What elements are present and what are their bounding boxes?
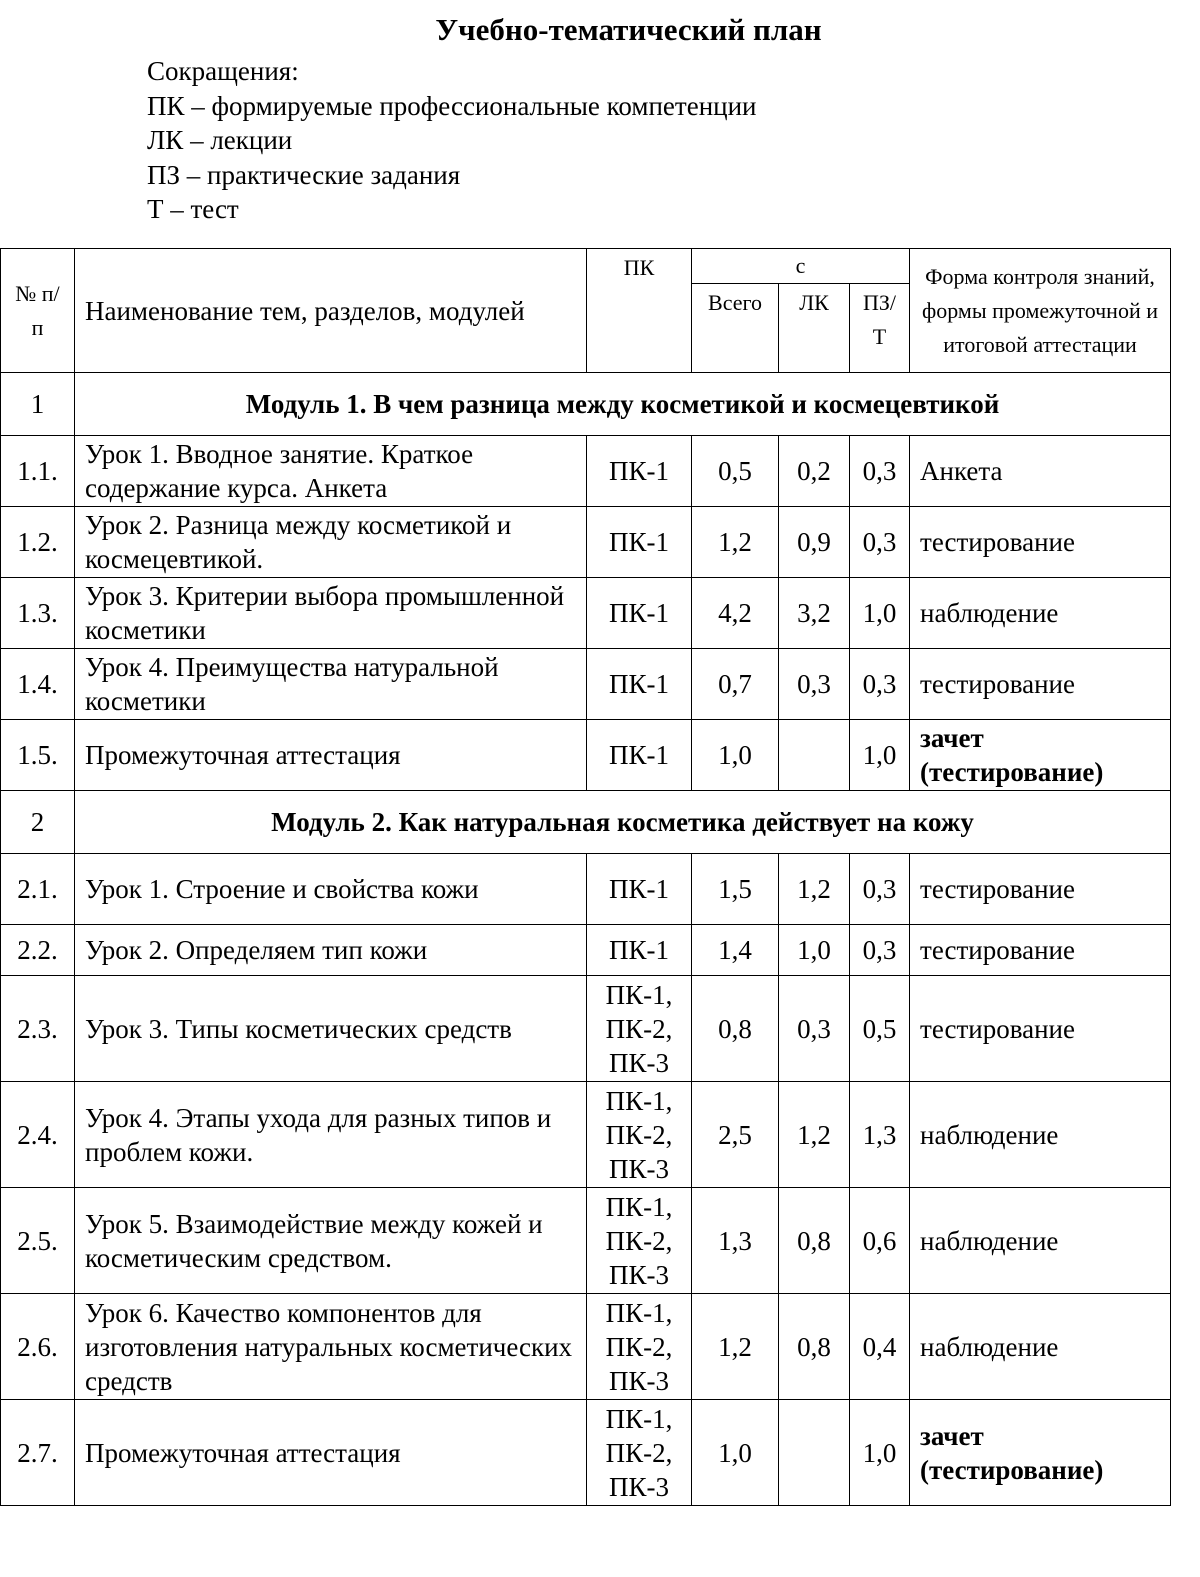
- competence-cell: [587, 507, 692, 578]
- hours-total: 1,0: [692, 1400, 779, 1506]
- hours-practice: 0,3: [850, 854, 910, 925]
- header-name: Наименование тем, разделов, модулей: [75, 249, 587, 373]
- control-form: наблюдение: [910, 578, 1171, 649]
- hours-practice: 0,3: [850, 925, 910, 976]
- competence-code: ПК-1,: [605, 1403, 673, 1434]
- lesson-number: 1.5.: [1, 720, 75, 791]
- competence-cell: [587, 1294, 692, 1400]
- hours-total: 0,8: [692, 976, 779, 1082]
- competence-code: ПК-1,: [605, 1191, 673, 1222]
- hours-practice: 0,4: [850, 1294, 910, 1400]
- lesson-row: [1, 976, 1171, 1082]
- hours-total: 1,2: [692, 507, 779, 578]
- header-total: Всего: [692, 284, 779, 373]
- hours-lectures: 1,0: [779, 925, 850, 976]
- competence-code: ПК-2,: [605, 1013, 673, 1044]
- hours-total: 0,5: [692, 436, 779, 507]
- competence-cell: [587, 1188, 692, 1294]
- control-form: тестирование: [910, 976, 1171, 1082]
- hours-practice: 0,3: [850, 507, 910, 578]
- header-lk: ЛК: [779, 284, 850, 373]
- hours-total: 4,2: [692, 578, 779, 649]
- control-form: зачет (тестирование): [910, 1400, 1171, 1506]
- abbreviation-item: ЛК – лекции: [147, 125, 293, 155]
- header-form: Форма контроля знаний, формы промежуточной и итоговой аттестации: [910, 249, 1171, 373]
- hours-practice: 1,0: [850, 720, 910, 791]
- hours-total: 1,0: [692, 720, 779, 791]
- lesson-row: [1, 1188, 1171, 1294]
- hours-lectures: 0,9: [779, 507, 850, 578]
- lesson-number: 2.2.: [1, 925, 75, 976]
- lesson-number: 2.3.: [1, 976, 75, 1082]
- hours-practice: 1,0: [850, 578, 910, 649]
- control-form: тестирование: [910, 649, 1171, 720]
- competence-code: ПК-1: [609, 527, 669, 557]
- control-form: тестирование: [910, 925, 1171, 976]
- hours-lectures: 0,2: [779, 436, 850, 507]
- competence-code: ПК-1,: [605, 979, 673, 1010]
- control-form: наблюдение: [910, 1294, 1171, 1400]
- lesson-row: [1, 1294, 1171, 1400]
- hours-lectures: 3,2: [779, 578, 850, 649]
- lesson-row: [1, 507, 1171, 578]
- hours-total: 1,5: [692, 854, 779, 925]
- competence-code: ПК-3: [609, 1153, 669, 1184]
- header-hours-group: с: [692, 249, 910, 284]
- lesson-name: Урок 4. Преимущества натуральной косметики: [75, 649, 587, 720]
- competence-code: ПК-2,: [605, 1225, 673, 1256]
- competence-code: ПК-1,: [605, 1297, 673, 1328]
- hours-lectures: 0,3: [779, 976, 850, 1082]
- module-row: [1, 373, 1171, 436]
- competence-code: ПК-1: [609, 935, 669, 965]
- control-form: зачет (тестирование): [910, 720, 1171, 791]
- control-form: тестирование: [910, 854, 1171, 925]
- competence-cell: [587, 925, 692, 976]
- lesson-name: Урок 5. Взаимодействие между кожей и косметическим средством.: [75, 1188, 587, 1294]
- competence-code: ПК-3: [609, 1365, 669, 1396]
- competence-code: ПК-3: [609, 1471, 669, 1502]
- competence-cell: [587, 649, 692, 720]
- page-title: Учебно-тематический план: [435, 12, 822, 47]
- hours-total: 1,3: [692, 1188, 779, 1294]
- hours-practice: 0,3: [850, 436, 910, 507]
- hours-lectures: 1,2: [779, 1082, 850, 1188]
- control-form: Анкета: [910, 436, 1171, 507]
- lesson-number: 2.5.: [1, 1188, 75, 1294]
- hours-lectures: 0,8: [779, 1294, 850, 1400]
- control-form: наблюдение: [910, 1188, 1171, 1294]
- module-number: 1: [1, 373, 75, 436]
- module-number: 2: [1, 791, 75, 854]
- competence-cell: [587, 720, 692, 791]
- hours-practice: 0,5: [850, 976, 910, 1082]
- competence-code: ПК-1: [609, 598, 669, 628]
- hours-lectures: [779, 720, 850, 791]
- lesson-number: 1.4.: [1, 649, 75, 720]
- control-form: тестирование: [910, 507, 1171, 578]
- header-num: № п/п: [1, 249, 75, 373]
- curriculum-table: [0, 248, 1171, 1506]
- competence-cell: [587, 976, 692, 1082]
- lesson-row: [1, 925, 1171, 976]
- competence-code: ПК-2,: [605, 1331, 673, 1362]
- module-title: Модуль 2. Как натуральная косметика действует на кожу: [75, 791, 1171, 854]
- competence-cell: [587, 436, 692, 507]
- competence-code: ПК-1: [609, 456, 669, 486]
- competence-cell: [587, 1400, 692, 1506]
- lesson-name: Урок 4. Этапы ухода для разных типов и проблем кожи.: [75, 1082, 587, 1188]
- lesson-number: 1.3.: [1, 578, 75, 649]
- lesson-name: Промежуточная аттестация: [75, 1400, 587, 1506]
- competence-code: ПК-3: [609, 1047, 669, 1078]
- abbreviation-item: ПК – формируемые профессиональные компетенции: [147, 90, 757, 121]
- hours-total: 2,5: [692, 1082, 779, 1188]
- lesson-row: [1, 720, 1171, 791]
- hours-lectures: 0,3: [779, 649, 850, 720]
- hours-total: 0,7: [692, 649, 779, 720]
- control-form: наблюдение: [910, 1082, 1171, 1188]
- lesson-name: Урок 1. Строение и свойства кожи: [75, 854, 587, 925]
- competence-code: ПК-2,: [605, 1119, 673, 1150]
- lesson-number: 2.1.: [1, 854, 75, 925]
- lesson-name: Урок 3. Критерии выбора промышленной косметики: [75, 578, 587, 649]
- hours-lectures: 1,2: [779, 854, 850, 925]
- lesson-number: 2.4.: [1, 1082, 75, 1188]
- competence-cell: [587, 578, 692, 649]
- lesson-row: [1, 649, 1171, 720]
- competence-code: ПК-1: [609, 740, 669, 770]
- competence-code: ПК-1: [609, 669, 669, 699]
- competence-code: ПК-3: [609, 1259, 669, 1290]
- lesson-name: Урок 6. Качество компонентов для изготовления натуральных косметических средств: [75, 1294, 587, 1400]
- abbreviations-block: [147, 54, 757, 227]
- lesson-number: 2.7.: [1, 1400, 75, 1506]
- competence-cell: [587, 854, 692, 925]
- hours-practice: 0,3: [850, 649, 910, 720]
- competence-code: ПК-1,: [605, 1085, 673, 1116]
- hours-practice: 0,6: [850, 1188, 910, 1294]
- header-pk: ПК: [587, 249, 692, 373]
- module-row: [1, 791, 1171, 854]
- competence-cell: [587, 1082, 692, 1188]
- module-title: Модуль 1. В чем разница между косметикой и космецевтикой: [75, 373, 1171, 436]
- lesson-number: 2.6.: [1, 1294, 75, 1400]
- lesson-name: Урок 3. Типы косметических средств: [75, 976, 587, 1082]
- lesson-row: [1, 578, 1171, 649]
- abbreviations-heading: Сокращения:: [147, 56, 299, 86]
- competence-code: ПК-1: [609, 874, 669, 904]
- hours-total: 1,2: [692, 1294, 779, 1400]
- lesson-number: 1.2.: [1, 507, 75, 578]
- lesson-number: 1.1.: [1, 436, 75, 507]
- hours-practice: 1,0: [850, 1400, 910, 1506]
- lesson-row: [1, 436, 1171, 507]
- lesson-name: Урок 2. Определяем тип кожи: [75, 925, 587, 976]
- lesson-row: [1, 1082, 1171, 1188]
- lesson-row: [1, 1400, 1171, 1506]
- hours-total: 1,4: [692, 925, 779, 976]
- hours-practice: 1,3: [850, 1082, 910, 1188]
- lesson-row: [1, 854, 1171, 925]
- lesson-name: Урок 1. Вводное занятие. Краткое содержание курса. Анкета: [75, 436, 587, 507]
- hours-lectures: 0,8: [779, 1188, 850, 1294]
- lesson-name: Урок 2. Разница между косметикой и космецевтикой.: [75, 507, 587, 578]
- lesson-name: Промежуточная аттестация: [75, 720, 587, 791]
- header-pz: ПЗ/ Т: [850, 284, 910, 373]
- abbreviation-item: Т – тест: [147, 194, 239, 224]
- competence-code: ПК-2,: [605, 1437, 673, 1468]
- abbreviation-item: ПЗ – практические задания: [147, 159, 461, 190]
- hours-lectures: [779, 1400, 850, 1506]
